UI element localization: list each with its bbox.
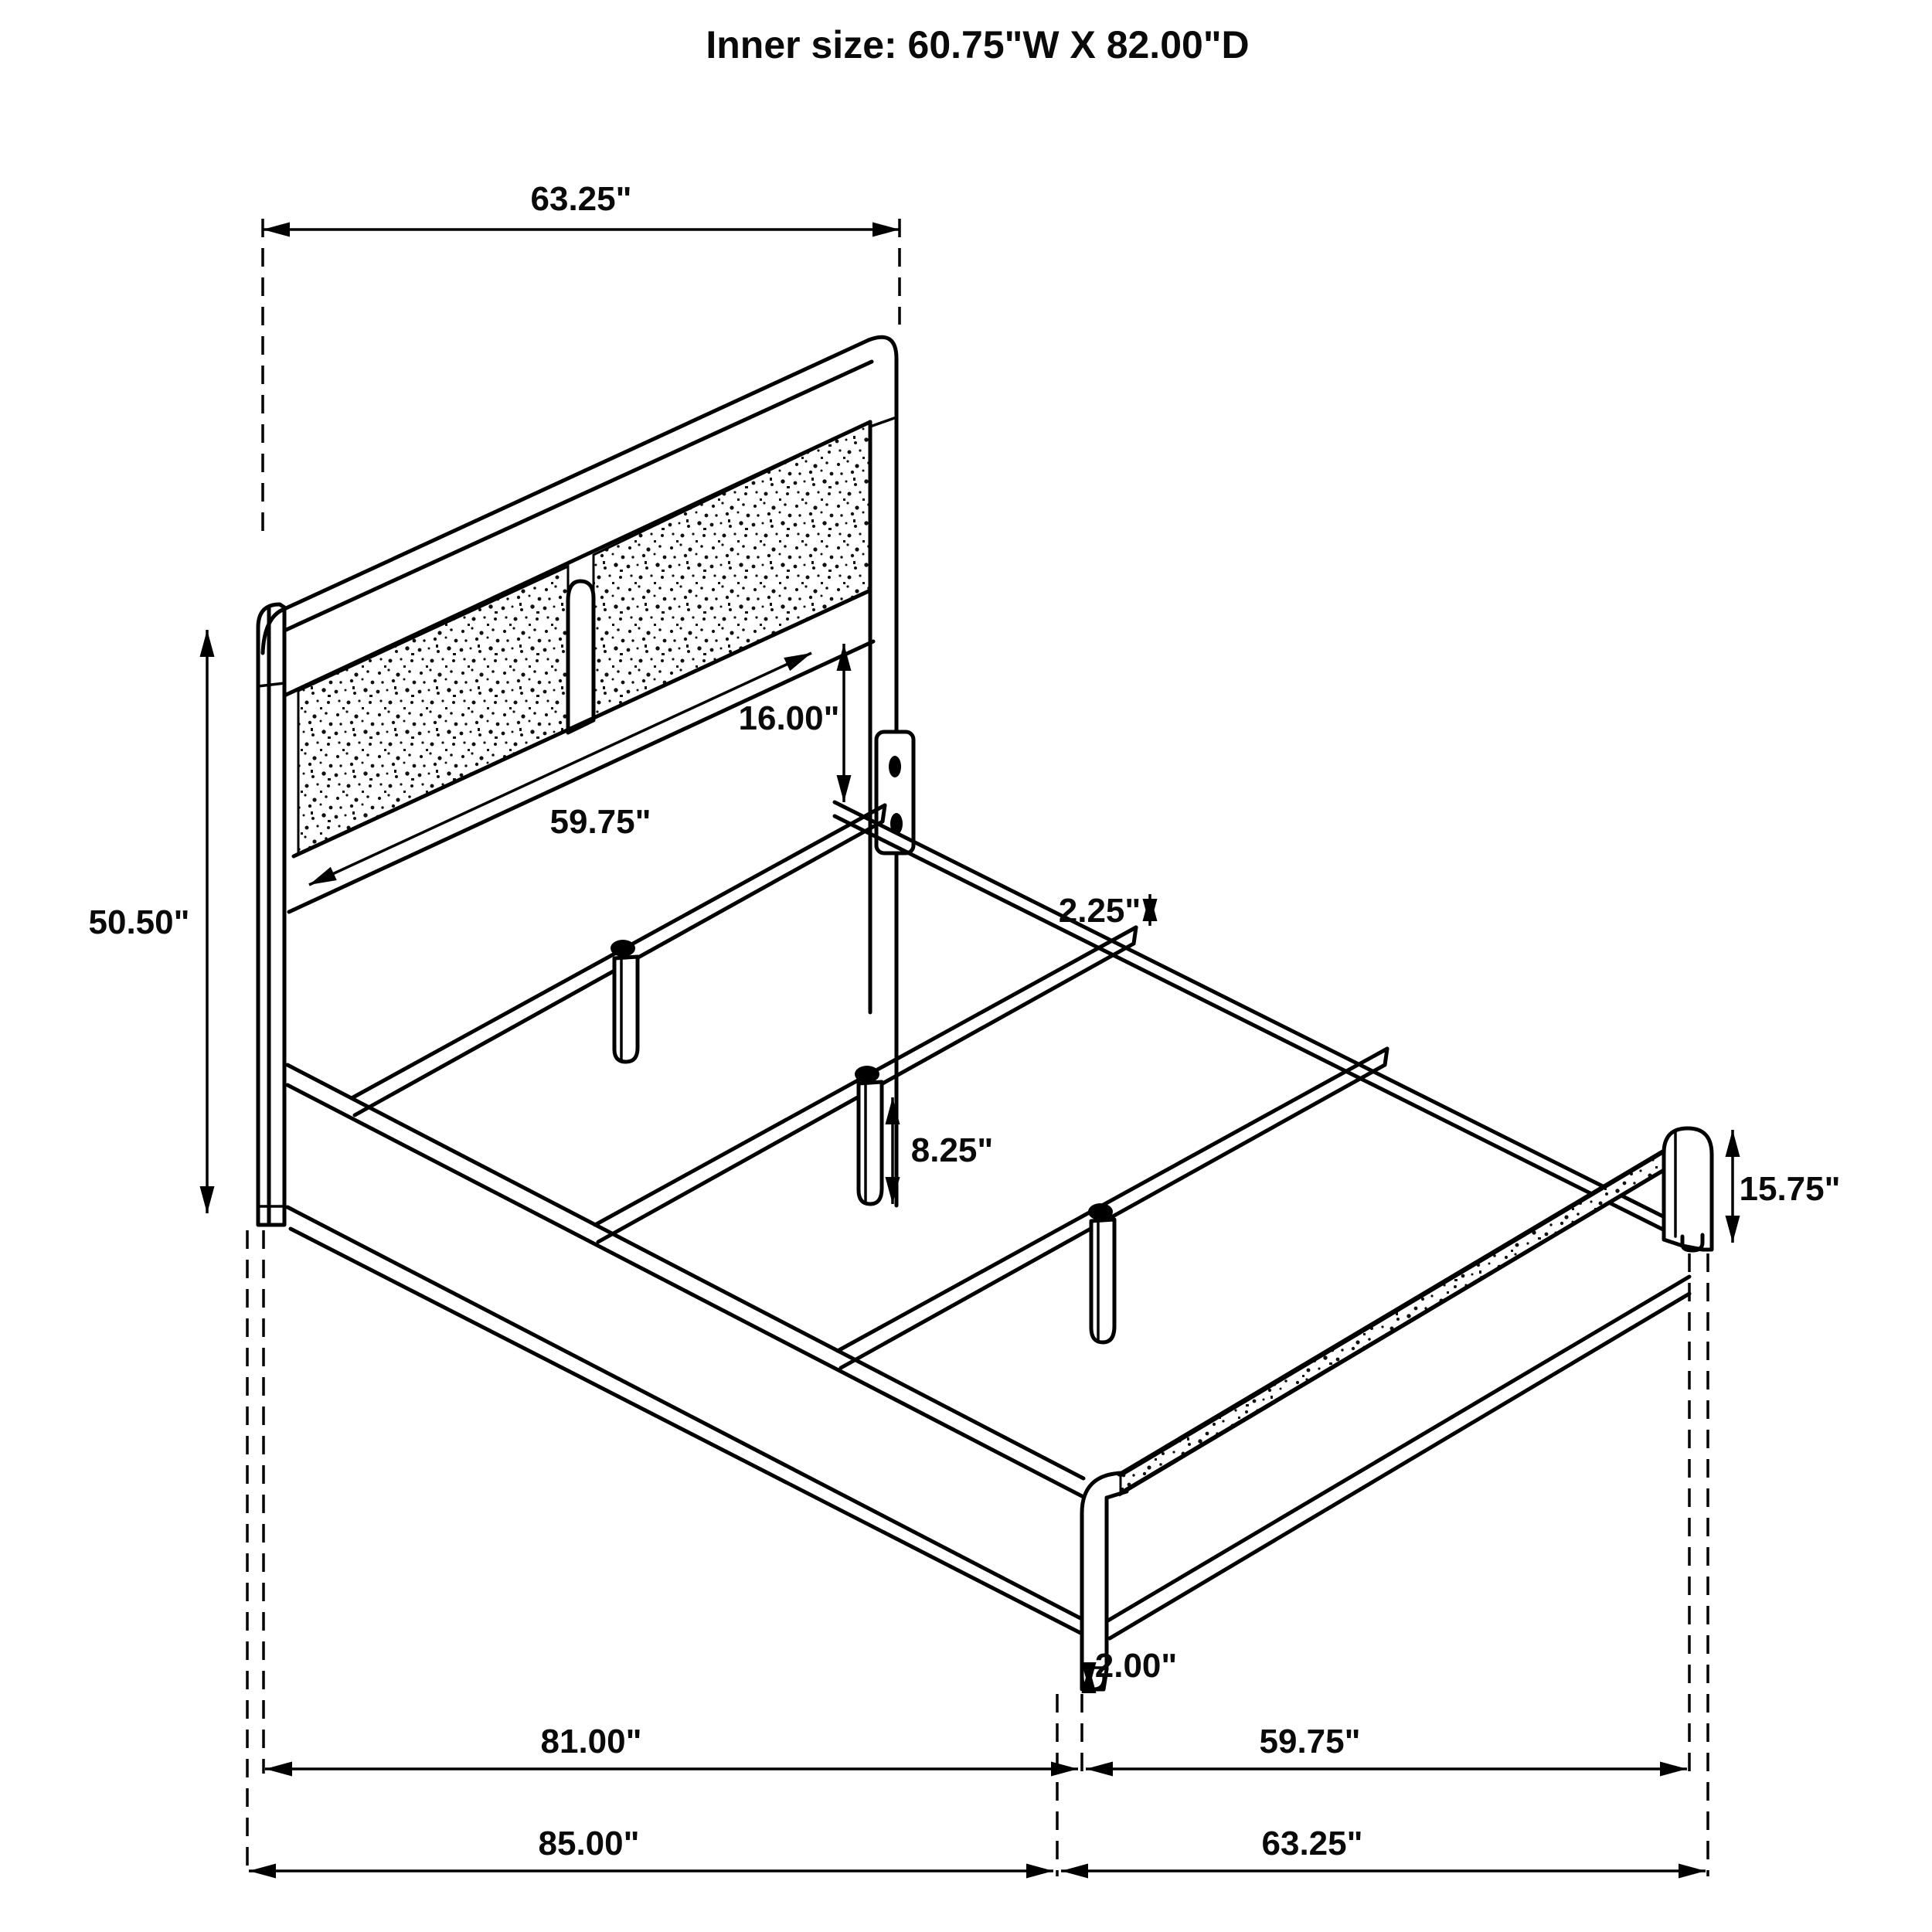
slat-2-support-leg xyxy=(859,1082,882,1204)
slat-1-bolt-hole xyxy=(611,940,635,957)
slat-3-bolt-hole xyxy=(1088,1203,1113,1220)
dim-label-headboard-inner-width: 59.75" xyxy=(549,803,651,841)
slat-2 xyxy=(595,927,1136,1242)
headboard-center-divider xyxy=(568,581,594,733)
footboard-panel xyxy=(1107,1151,1689,1638)
dim-headboard-height xyxy=(89,630,207,1213)
headboard-left-post xyxy=(258,604,284,1225)
footboard xyxy=(1082,1128,1712,1689)
dim-foot-clearance xyxy=(1089,1647,1177,1689)
dim-footboard-height xyxy=(1733,1130,1840,1243)
dim-label-support-leg-height: 8.25" xyxy=(910,1131,994,1169)
dim-label-overall-length: 85.00" xyxy=(538,1825,640,1862)
dim-label-footboard-height: 15.75" xyxy=(1739,1170,1841,1208)
slat-3 xyxy=(838,1049,1387,1368)
footboard-far-post xyxy=(1664,1128,1712,1250)
dim-footboard-width xyxy=(1061,1825,1706,1871)
dim-overall-length xyxy=(249,1825,1053,1871)
dim-label-foot-clearance: 2.00" xyxy=(1094,1647,1178,1685)
dim-label-footboard-width: 63.25" xyxy=(1261,1825,1363,1862)
slat-1-support-leg xyxy=(614,957,638,1062)
slat-2-bolt-hole xyxy=(855,1066,879,1083)
dimensions xyxy=(89,180,1841,1876)
dim-headboard-drop xyxy=(739,644,844,802)
dim-support-leg-height xyxy=(893,1097,993,1204)
dim-label-footboard-inner-width: 59.75" xyxy=(1259,1723,1361,1760)
dim-label-top-width: 63.25" xyxy=(530,180,632,218)
bracket-hole-top xyxy=(889,756,901,777)
page-title: Inner size: 60.75"W X 82.00"D xyxy=(706,23,1250,66)
dim-label-headboard-drop: 16.00" xyxy=(738,699,840,737)
dim-slat-thickness xyxy=(1059,892,1150,930)
headboard-panel-left xyxy=(298,566,568,854)
dim-label-rail-length: 81.00" xyxy=(540,1723,642,1760)
slat-1 xyxy=(352,805,885,1115)
slat-3-support-leg xyxy=(1091,1219,1114,1342)
headboard-rail-bracket xyxy=(876,732,913,853)
headboard xyxy=(258,337,913,1225)
dim-label-headboard-height: 50.50" xyxy=(88,903,190,941)
dim-footboard-inner-width xyxy=(1086,1723,1687,1769)
headboard-panel-right xyxy=(594,422,870,718)
dim-rail-length xyxy=(265,1723,1078,1769)
dim-label-slat-thickness: 2.25" xyxy=(1058,892,1141,930)
